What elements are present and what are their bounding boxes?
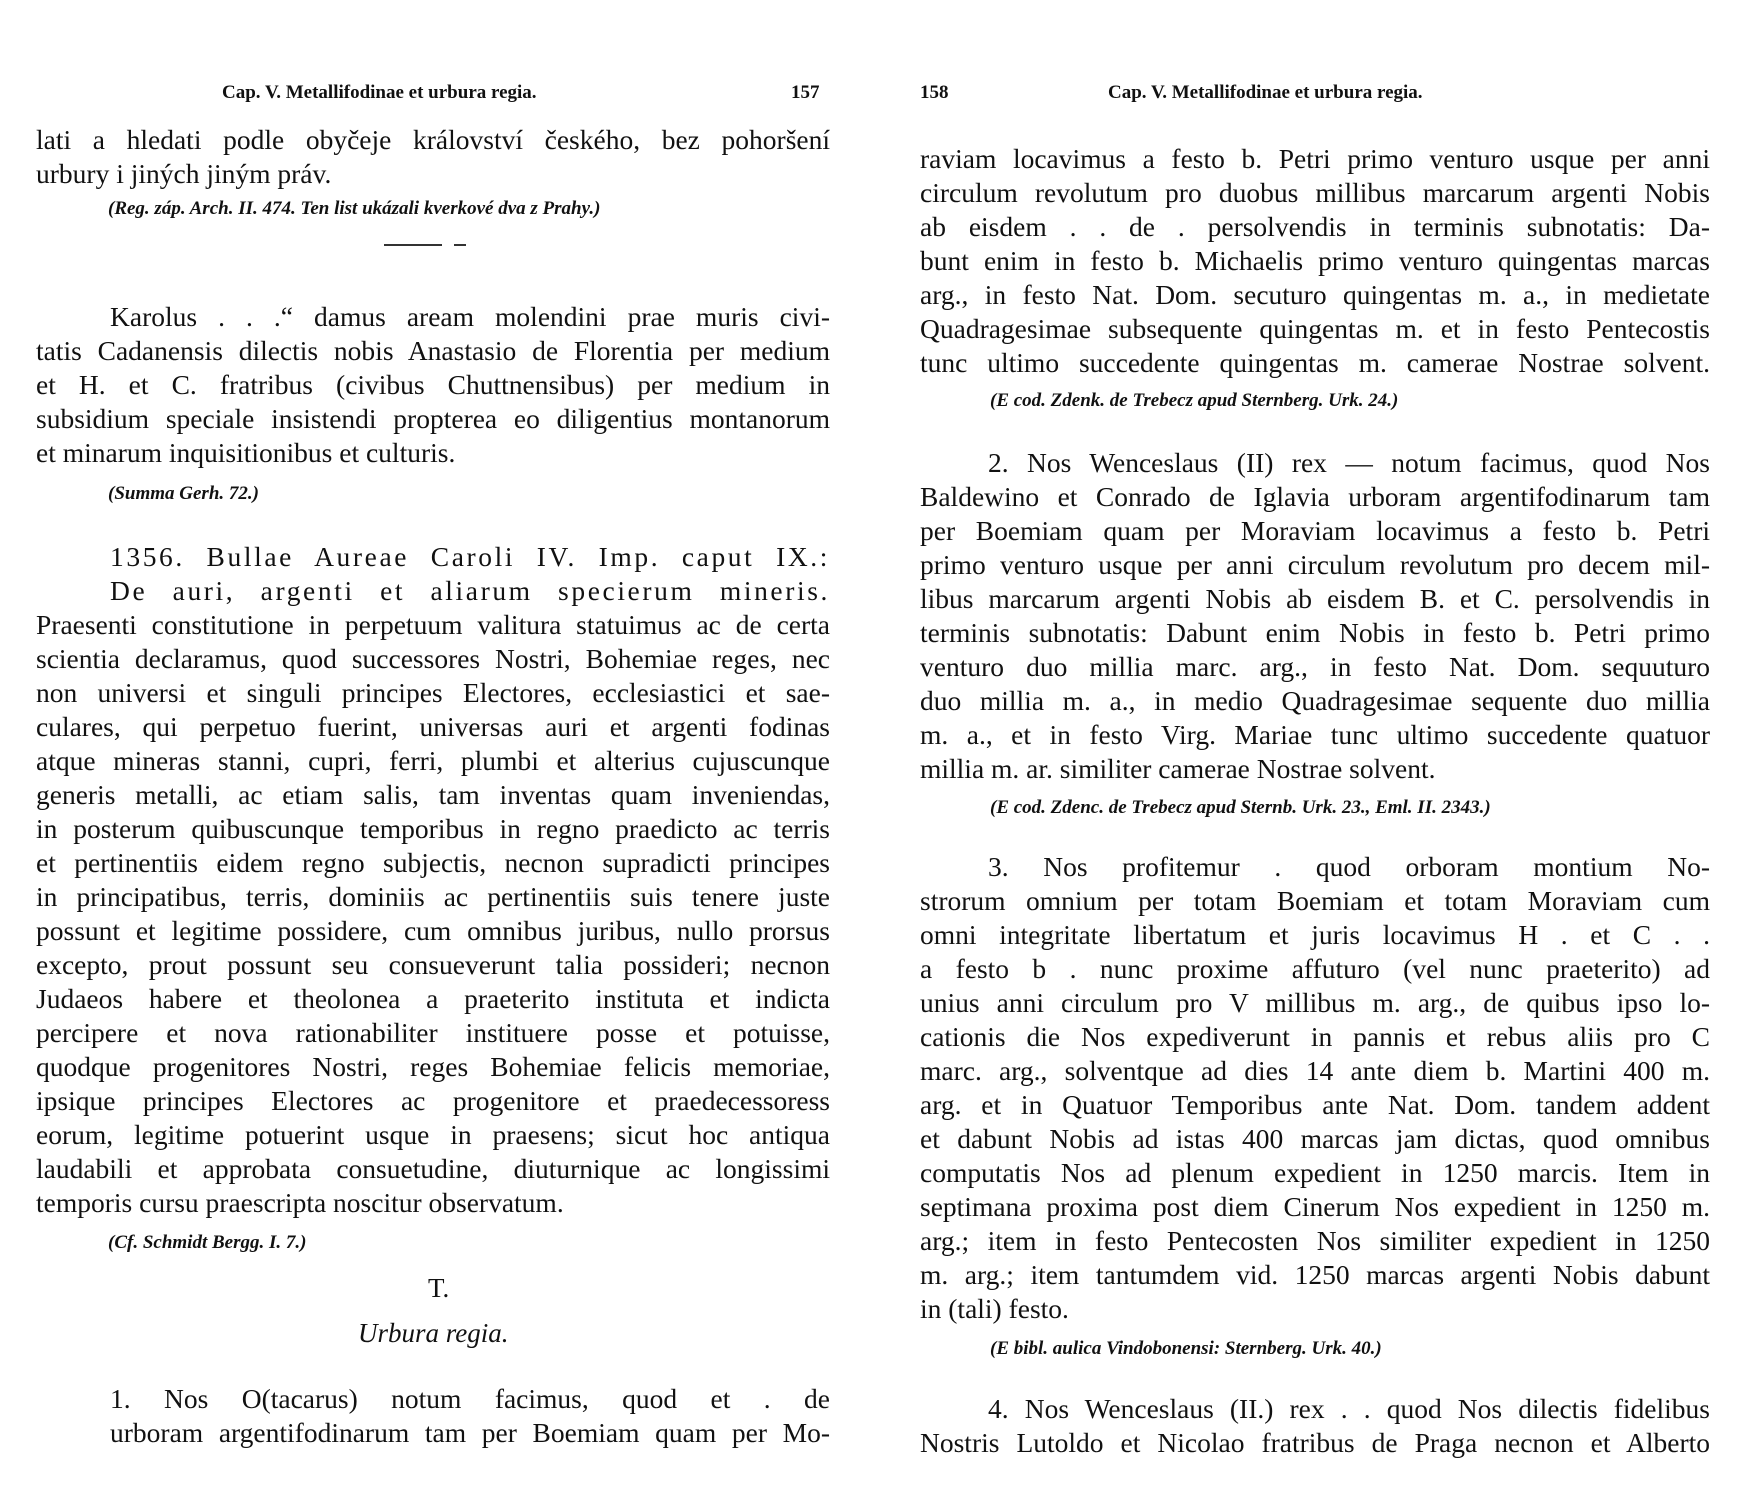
text-line: bunt enim in festo b. Michaelis primo venturo quingentas marcas bbox=[920, 245, 1710, 276]
text-line: venturo duo millia marc. arg., in festo Nat. Dom. sequuturo bbox=[920, 651, 1710, 682]
text-line: tunc ultimo succedente quingentas m. camerae Nostrae solvent. bbox=[920, 347, 1710, 378]
text-line: in (tali) festo. bbox=[920, 1293, 1069, 1324]
text-line: excepto, prout possunt seu consueverunt talia possideri; necnon bbox=[36, 949, 830, 980]
text-line: 4. Nos Wenceslaus (II.) rex . . quod Nos dilectis fidelibus bbox=[988, 1393, 1710, 1424]
text-line: lati a hledati podle obyčeje království českého, bez pohoršení bbox=[36, 124, 830, 155]
text-line: in posterum quibuscunque temporibus in regno praedicto ac terris bbox=[36, 813, 830, 844]
source-citation: (E bibl. aulica Vindobonensi: Sternberg. Urk. 40.) bbox=[990, 1338, 1382, 1359]
running-header-right: Cap. V. Metallifodinae et urbura regia. bbox=[1108, 82, 1423, 103]
text-line: et pertinentiis eidem regno subjectis, necnon supradicti principes bbox=[36, 847, 830, 878]
text-line: et H. et C. fratribus (civibus Chuttnensibus) per medium in bbox=[36, 369, 830, 400]
source-citation: (E cod. Zdenc. de Trebecz apud Sternb. Urk. 23., Eml. II. 2343.) bbox=[990, 797, 1491, 818]
text-line: raviam locavimus a festo b. Petri primo venturo usque per anni bbox=[920, 143, 1710, 174]
text-line: strorum omnium per totam Boemiam et totam Moraviam cum bbox=[920, 885, 1710, 916]
text-line: cationis die Nos expediverunt in pannis et rebus aliis pro C bbox=[920, 1021, 1710, 1052]
text-line: Judaeos habere et theolonea a praeterito instituta et indicta bbox=[36, 983, 830, 1014]
source-citation: (Reg. záp. Arch. II. 474. Ten list ukázali kverkové dva z Prahy.) bbox=[108, 198, 601, 219]
text-line: omni integritate libertatum et juris locavimus H . et C . . bbox=[920, 919, 1710, 950]
text-line: laudabili et approbata consuetudine, diuturnique ac longissimi bbox=[36, 1153, 830, 1184]
text-line: arg., in festo Nat. Dom. secuturo quingentas m. a., in medietate bbox=[920, 279, 1710, 310]
text-line: computatis Nos ad plenum expedient in 1250 marcis. Item in bbox=[920, 1157, 1710, 1188]
text-line: atque mineras stanni, cupri, ferri, plumbi et alterius cujuscunque bbox=[36, 745, 830, 776]
section-subheading: De auri, argenti et aliarum specierum mineris. bbox=[110, 575, 830, 606]
text-line: generis metalli, ac etiam salis, tam inventas quam inveniendas, bbox=[36, 779, 830, 810]
text-line: m. arg.; item tantumdem vid. 1250 marcas argenti Nobis dabunt bbox=[920, 1259, 1710, 1290]
text-line: Baldewino et Conrado de Iglavia urboram argentifodinarum tam bbox=[920, 481, 1710, 512]
section-heading: 1356. Bullae Aureae Caroli IV. Imp. caput IX.: bbox=[110, 541, 830, 572]
section-letter: T. bbox=[428, 1273, 450, 1303]
page-number-left: 157 bbox=[791, 82, 820, 103]
page-number-right: 158 bbox=[920, 82, 949, 103]
text-line: libus marcarum argenti Nobis ab eisdem B. et C. persolvendis in bbox=[920, 583, 1710, 614]
text-line: terminis subnotatis: Dabunt enim Nobis in festo b. Petri primo bbox=[920, 617, 1710, 648]
text-line: ipsique principes Electores ac progenitore et praedecessoress bbox=[36, 1085, 830, 1116]
text-line: eorum, legitime potuerint usque in praesens; sicut hoc antiqua bbox=[36, 1119, 830, 1150]
text-line: subsidium speciale insistendi propterea eo diligentius montanorum bbox=[36, 403, 830, 434]
text-line: Nostris Lutoldo et Nicolao fratribus de Praga necnon et Alberto bbox=[920, 1427, 1710, 1458]
separator-rule bbox=[454, 244, 466, 246]
text-line: circulum revolutum pro duobus millibus marcarum argenti Nobis bbox=[920, 177, 1710, 208]
text-line: per Boemiam quam per Moraviam locavimus a festo b. Petri bbox=[920, 515, 1710, 546]
text-line: et minarum inquisitionibus et culturis. bbox=[36, 437, 456, 468]
text-line: unius anni circulum pro V millibus m. arg., de quibus ipso lo- bbox=[920, 987, 1710, 1018]
text-line: urbury i jiných jiným práv. bbox=[36, 158, 332, 189]
text-line: marc. arg., solventque ad dies 14 ante diem b. Martini 400 m. bbox=[920, 1055, 1710, 1086]
text-line: ab eisdem . . de . persolvendis in terminis subnotatis: Da- bbox=[920, 211, 1710, 242]
text-line: percipere et nova rationabiliter instituere posse et potuisse, bbox=[36, 1017, 830, 1048]
text-line: urboram argentifodinarum tam per Boemiam quam per Mo- bbox=[110, 1417, 830, 1448]
text-line: septimana proxima post diem Cinerum Nos expedient in 1250 m. bbox=[920, 1191, 1710, 1222]
running-header-left: Cap. V. Metallifodinae et urbura regia. bbox=[222, 82, 537, 103]
text-line: Quadragesimae subsequente quingentas m. et in festo Pentecostis bbox=[920, 313, 1710, 344]
text-line: 3. Nos profitemur . quod orboram montium No- bbox=[988, 851, 1710, 882]
source-citation: (Summa Gerh. 72.) bbox=[108, 483, 259, 504]
separator-rule bbox=[384, 244, 442, 246]
text-line: arg.; item in festo Pentecosten Nos similiter expedient in 1250 bbox=[920, 1225, 1710, 1256]
text-line: m. a., et in festo Virg. Mariae tunc ultimo succedente quatuor bbox=[920, 719, 1710, 750]
source-citation: (E cod. Zdenk. de Trebecz apud Sternberg. Urk. 24.) bbox=[990, 390, 1399, 411]
text-line: non universi et singuli principes Electores, ecclesiastici et sae- bbox=[36, 677, 830, 708]
source-citation: (Cf. Schmidt Bergg. I. 7.) bbox=[108, 1232, 307, 1253]
text-line: 1. Nos O(tacarus) notum facimus, quod et . de bbox=[110, 1383, 830, 1414]
text-line: culares, qui perpetuo fuerint, universas auri et argenti fodinas bbox=[36, 711, 830, 742]
text-line: et dabunt Nobis ad istas 400 marcas jam dictas, quod omnibus bbox=[920, 1123, 1710, 1154]
text-line: millia m. ar. similiter camerae Nostrae solvent. bbox=[920, 753, 1436, 784]
text-line: possunt et legitime possidere, cum omnibus juribus, nullo prorsus bbox=[36, 915, 830, 946]
section-title: Urbura regia. bbox=[358, 1318, 509, 1348]
text-line: scientia declaramus, quod successores Nostri, Bohemiae reges, nec bbox=[36, 643, 830, 674]
text-line: a festo b . nunc proxime affuturo (vel nunc praeterito) ad bbox=[920, 953, 1710, 984]
text-line: arg. et in Quatuor Temporibus ante Nat. Dom. tandem addent bbox=[920, 1089, 1710, 1120]
text-line: tatis Cadanensis dilectis nobis Anastasio de Florentia per medium bbox=[36, 335, 830, 366]
text-line: temporis cursu praescripta noscitur observatum. bbox=[36, 1187, 564, 1218]
right-page bbox=[876, 0, 1752, 1500]
text-line: primo venturo usque per anni circulum revolutum pro decem mil- bbox=[920, 549, 1710, 580]
text-line: quodque progenitores Nostri, reges Bohemiae felicis memoriae, bbox=[36, 1051, 830, 1082]
text-line: Karolus . . .“ damus aream molendini prae muris civi- bbox=[110, 301, 830, 332]
text-line: duo millia m. a., in medio Quadragesimae sequente duo millia bbox=[920, 685, 1710, 716]
text-line: Praesenti constitutione in perpetuum valitura statuimus ac de certa bbox=[36, 609, 830, 640]
text-line: 2. Nos Wenceslaus (II) rex — notum facimus, quod Nos bbox=[988, 447, 1710, 478]
text-line: in principatibus, terris, dominiis ac pertinentiis suis tenere juste bbox=[36, 881, 830, 912]
